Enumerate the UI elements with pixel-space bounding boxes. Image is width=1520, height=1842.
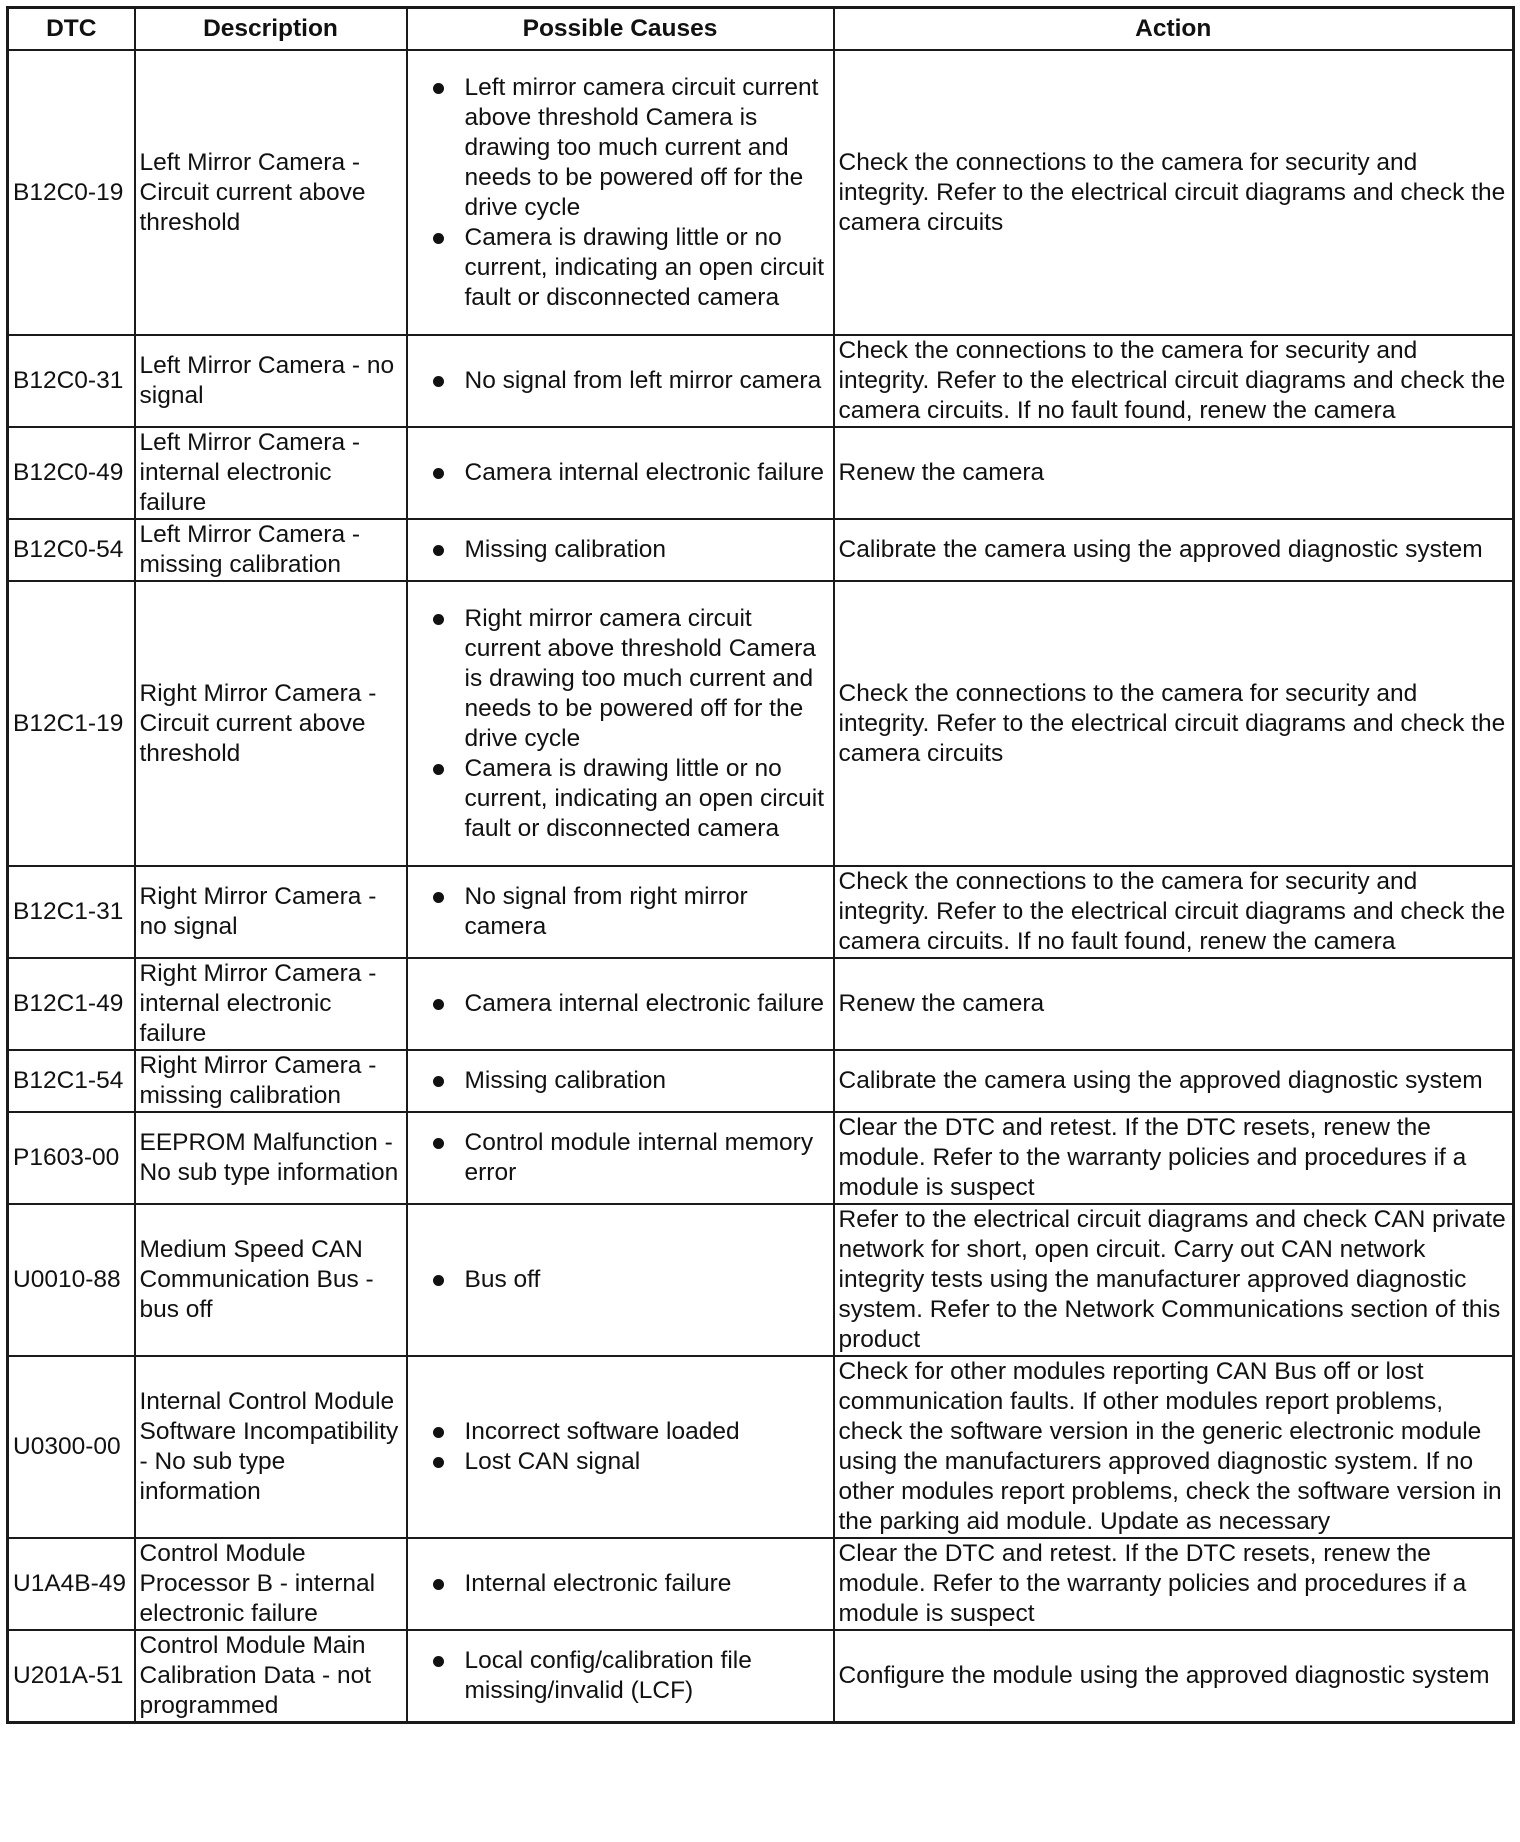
dtc-code: B12C1-31 [8,866,135,958]
causes-list [412,1265,829,1295]
dtc-code: U0300-00 [8,1356,135,1538]
cause-item: Incorrect software loaded [432,1417,829,1447]
dtc-description: Control Module Processor B - internal electronic failure [135,1538,407,1630]
causes-list [412,1569,829,1599]
causes-list [412,882,829,942]
action: Clear the DTC and retest. If the DTC resets, renew the module. Refer to the warranty policies and procedures if a module is suspect [834,1538,1514,1630]
possible-causes [407,1538,834,1630]
possible-causes [407,1204,834,1356]
action: Renew the camera [834,427,1514,519]
cause-item: Lost CAN signal [432,1447,829,1477]
table-row [8,1630,1514,1723]
action: Check for other modules reporting CAN Bus off or lost communication faults. If other modules report problems, check the software version in the generic electronic module using the manufacturers approved diagnostic system. If no other modules report problems, check the software version in the parking aid module. Update as necessary [834,1356,1514,1538]
possible-causes [407,50,834,335]
cause-item: Camera internal electronic failure [432,989,829,1019]
header-possible-causes: Possible Causes [407,8,834,51]
dtc-description: Right Mirror Camera - internal electronic failure [135,958,407,1050]
action: Renew the camera [834,958,1514,1050]
cause-item: No signal from left mirror camera [432,366,829,396]
possible-causes [407,427,834,519]
causes-list [412,604,829,844]
header-description: Description [135,8,407,51]
table-row [8,519,1514,581]
causes-list [412,535,829,565]
cause-item: Camera is drawing little or no current, indicating an open circuit fault or disconnected camera [432,754,829,844]
dtc-code: B12C0-31 [8,335,135,427]
dtc-code: U0010-88 [8,1204,135,1356]
dtc-code: B12C1-54 [8,1050,135,1112]
table-row [8,335,1514,427]
causes-list [412,458,829,488]
cause-item: Local config/calibration file missing/invalid (LCF) [432,1646,829,1706]
cause-item: Bus off [432,1265,829,1295]
action: Check the connections to the camera for security and integrity. Refer to the electrical circuit diagrams and check the camera circuits. If no fault found, renew the camera [834,866,1514,958]
action: Clear the DTC and retest. If the DTC resets, renew the module. Refer to the warranty policies and procedures if a module is suspect [834,1112,1514,1204]
dtc-description: EEPROM Malfunction - No sub type information [135,1112,407,1204]
cause-item: Missing calibration [432,535,829,565]
dtc-code: U201A-51 [8,1630,135,1723]
action: Check the connections to the camera for security and integrity. Refer to the electrical circuit diagrams and check the camera circuits [834,50,1514,335]
dtc-code: B12C1-19 [8,581,135,866]
causes-list [412,366,829,396]
possible-causes [407,581,834,866]
dtc-code: B12C0-49 [8,427,135,519]
dtc-code: B12C0-19 [8,50,135,335]
possible-causes [407,958,834,1050]
table-row [8,866,1514,958]
dtc-description: Right Mirror Camera - missing calibration [135,1050,407,1112]
table-row [8,1538,1514,1630]
header-row [8,8,1514,51]
dtc-description: Medium Speed CAN Communication Bus - bus off [135,1204,407,1356]
table-row [8,1050,1514,1112]
cause-item: Camera is drawing little or no current, indicating an open circuit fault or disconnected camera [432,223,829,313]
possible-causes [407,1050,834,1112]
table-row [8,1204,1514,1356]
possible-causes [407,1112,834,1204]
dtc-code: P1603-00 [8,1112,135,1204]
cause-item: Left mirror camera circuit current above threshold Camera is drawing too much current and needs to be powered off for the drive cycle [432,73,829,223]
header-dtc: DTC [8,8,135,51]
cause-item: Missing calibration [432,1066,829,1096]
causes-list [412,989,829,1019]
action: Calibrate the camera using the approved diagnostic system [834,1050,1514,1112]
table-row [8,1356,1514,1538]
dtc-description: Left Mirror Camera - missing calibration [135,519,407,581]
dtc-description: Right Mirror Camera - no signal [135,866,407,958]
cause-item: Right mirror camera circuit current above threshold Camera is drawing too much current and needs to be powered off for the drive cycle [432,604,829,754]
dtc-table-body [8,50,1514,1723]
possible-causes [407,1356,834,1538]
header-action: Action [834,8,1514,51]
possible-causes [407,866,834,958]
causes-list [412,1417,829,1477]
table-row [8,50,1514,335]
cause-item: No signal from right mirror camera [432,882,829,942]
possible-causes [407,335,834,427]
causes-list [412,1128,829,1188]
possible-causes [407,1630,834,1723]
dtc-code: B12C0-54 [8,519,135,581]
dtc-table-container [6,6,1512,1724]
dtc-description: Right Mirror Camera - Circuit current above threshold [135,581,407,866]
dtc-table [6,6,1515,1724]
dtc-code: U1A4B-49 [8,1538,135,1630]
dtc-description: Left Mirror Camera - Circuit current above threshold [135,50,407,335]
dtc-description: Internal Control Module Software Incompatibility - No sub type information [135,1356,407,1538]
table-row [8,427,1514,519]
cause-item: Camera internal electronic failure [432,458,829,488]
action: Calibrate the camera using the approved diagnostic system [834,519,1514,581]
causes-list [412,1646,829,1706]
possible-causes [407,519,834,581]
table-row [8,581,1514,866]
dtc-description: Control Module Main Calibration Data - not programmed [135,1630,407,1723]
causes-list [412,73,829,313]
dtc-code: B12C1-49 [8,958,135,1050]
cause-item: Internal electronic failure [432,1569,829,1599]
cause-item: Control module internal memory error [432,1128,829,1188]
action: Check the connections to the camera for security and integrity. Refer to the electrical circuit diagrams and check the camera circuits. If no fault found, renew the camera [834,335,1514,427]
action: Check the connections to the camera for security and integrity. Refer to the electrical circuit diagrams and check the camera circuits [834,581,1514,866]
table-row [8,1112,1514,1204]
dtc-description: Left Mirror Camera - no signal [135,335,407,427]
causes-list [412,1066,829,1096]
dtc-description: Left Mirror Camera - internal electronic failure [135,427,407,519]
action: Refer to the electrical circuit diagrams and check CAN private network for short, open circuit. Carry out CAN network integrity tests using the manufacturer approved diagnostic system. Refer to the Network Communications section of this product [834,1204,1514,1356]
action: Configure the module using the approved diagnostic system [834,1630,1514,1723]
table-row [8,958,1514,1050]
